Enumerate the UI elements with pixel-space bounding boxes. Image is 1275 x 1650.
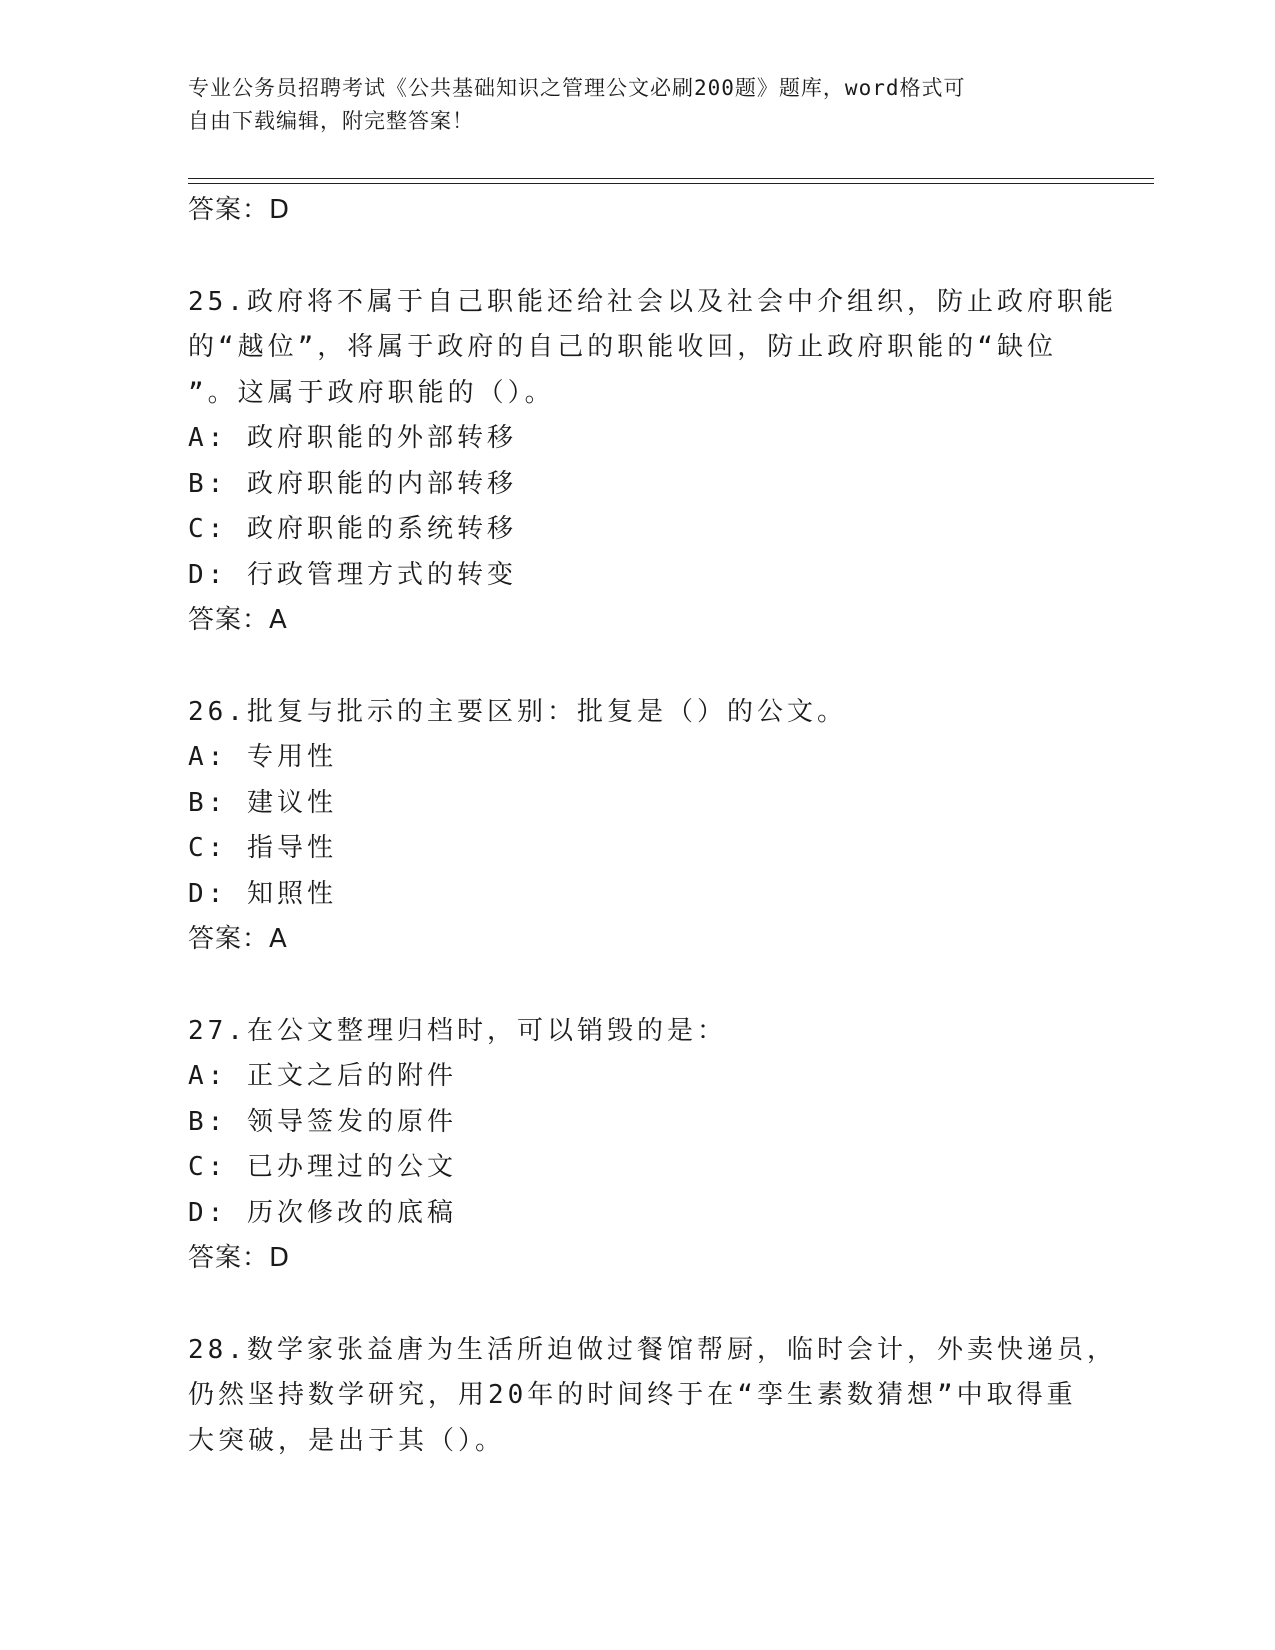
question-25 bbox=[188, 280, 1117, 644]
document-body bbox=[188, 188, 1117, 1464]
option-a: A: 正文之后的附件 bbox=[188, 1061, 457, 1091]
question-stem-line: 26.批复与批示的主要区别：批复是（）的公文。 bbox=[188, 696, 847, 727]
answer: 答案：D bbox=[188, 1243, 291, 1273]
option-c: C: 已办理过的公文 bbox=[188, 1152, 457, 1182]
question-26 bbox=[188, 690, 1088, 963]
header-rule-top bbox=[188, 178, 1154, 179]
option-d: D: 历次修改的底稿 bbox=[188, 1197, 457, 1228]
question-27 bbox=[188, 1009, 1088, 1282]
previous-answer: 答案：D bbox=[188, 195, 291, 225]
option-c: C: 政府职能的系统转移 bbox=[188, 514, 517, 544]
answer: 答案：A bbox=[188, 605, 288, 635]
spacer bbox=[188, 234, 1088, 280]
option-b: B: 领导签发的原件 bbox=[188, 1106, 457, 1137]
question-stem-line: 大突破，是出于其（）。 bbox=[188, 1425, 506, 1456]
answer: 答案：A bbox=[188, 924, 288, 954]
question-stem-line: ”。这属于政府职能的（）。 bbox=[188, 377, 555, 408]
question-stem-line: 28.数学家张益唐为生活所迫做过餐馆帮厨，临时会计，外卖快递员， bbox=[188, 1334, 1117, 1365]
question-stem-line: 的“越位”，将属于政府的自己的职能收回，防止政府职能的“缺位 bbox=[188, 332, 1057, 362]
question-stem-line: 25.政府将不属于自己职能还给社会以及社会中介组织，防止政府职能 bbox=[188, 286, 1117, 317]
header-rule-bottom bbox=[188, 183, 1154, 184]
option-b: B: 政府职能的内部转移 bbox=[188, 468, 517, 499]
question-stem-line: 27.在公文整理归档时，可以销毁的是： bbox=[188, 1015, 727, 1046]
header-line-2: 自由下载编辑，附完整答案！ bbox=[188, 109, 474, 133]
question-28 bbox=[188, 1328, 1117, 1465]
spacer bbox=[188, 963, 1088, 1009]
question-stem-line: 仍然坚持数学研究，用20年的时间终于在“孪生素数猜想”中取得重 bbox=[188, 1380, 1077, 1410]
option-c: C: 指导性 bbox=[188, 833, 337, 863]
option-a: A: 专用性 bbox=[188, 742, 337, 772]
document-header bbox=[188, 72, 1088, 138]
option-b: B: 建议性 bbox=[188, 787, 337, 818]
option-d: D: 行政管理方式的转变 bbox=[188, 559, 517, 590]
header-line-1: 专业公务员招聘考试《公共基础知识之管理公文必刷200题》题库，word格式可 bbox=[188, 76, 966, 100]
option-d: D: 知照性 bbox=[188, 878, 337, 909]
spacer bbox=[188, 1282, 1088, 1328]
option-a: A: 政府职能的外部转移 bbox=[188, 423, 517, 453]
spacer bbox=[188, 644, 1088, 690]
